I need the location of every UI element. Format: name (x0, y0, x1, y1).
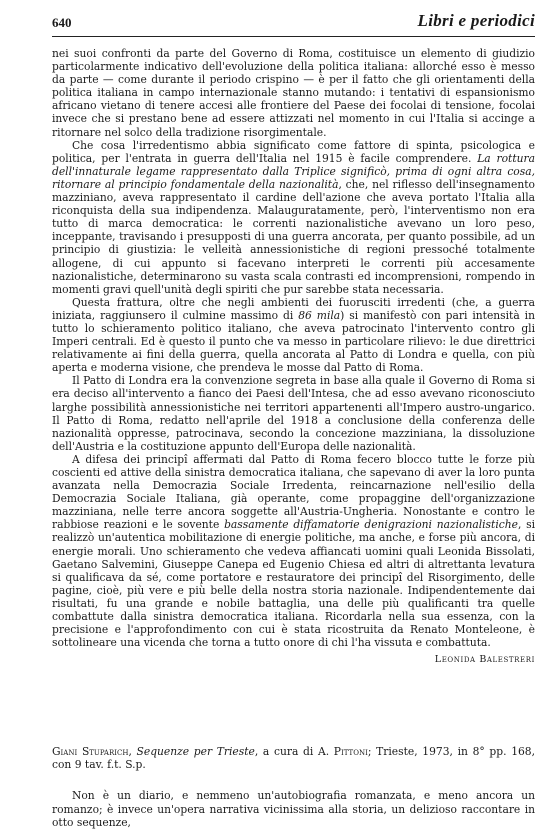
review-paragraph (52, 296, 535, 375)
page-header (52, 8, 535, 36)
review-body (52, 47, 535, 666)
citation-title: Sequenze per Trieste (136, 745, 255, 758)
paragraph-text-segment: 86 mila (298, 308, 341, 322)
paragraph-text-segment: La rottura dell'innaturale legame rappresentato dalla Triplice significò, prima di ogni altra cosa, ritornare al principio fondamentale della nazionalità (52, 151, 535, 191)
review-paragraphs (52, 47, 535, 649)
review-paragraph (52, 139, 535, 296)
header-rule (52, 36, 535, 37)
paragraph-text-segment: , che, nel riflesso dell'insegnamento mazziniano, aveva rappresentato il cardine dell'azione che aveva portato l'Italia alla riconquista della sua indipendenza. Malauguratamente, però, l'interventismo non era tutto di marca democratica: le correnti nazionalistiche avevano un loro peso, inceppante, travisando i presupposti di una guerra ancorata, per quanto possibile, ad un principio di giustizia: le velleità annessionistiche di regioni pressoché totalmente allogene, di cui appunto si facevano interpreti le correnti più accesamente nazionalistiche, determinarono su vasta scala contrasti ed incomprensioni, rompendo in momenti gravi quell'unità degli spiriti che pur sarebbe stata necessaria. (52, 177, 535, 296)
next-review-citation (52, 745, 535, 771)
paragraph-text-segment: , si realizzò un'autentica mobilitazione di energie politiche, ma anche, e forse più ancora, di energie morali. Uno schieramento che vedeva affiancati uomini quali Leonida Bissolati, Gaetano Salvemini, Giuseppe Canepa ed Eugenio Chiesa ed altri di altrettanta levatura si qualificava da sé, come portatore e restauratore dei principî del Risorgimento, delle pagine, cioè, più vere e più belle della nostra storia nazionale. Indipendentemente dai risultati, fu una grande e nobile battaglia, una delle più qualificanti tra quelle combattute dalla sinistra democratica italiana. Ricordarla nella sua essenza, con la precisione e l'approfondimento con cui è stata ricostruita da Renato Monteleone, è sottolineare una vicenda che torna a tutto onore di chi l'ha vissuta e combattuta. (52, 518, 535, 650)
review-paragraph (52, 453, 535, 649)
paragraph-text-segment: Che cosa l'irredentismo abbia significato come fattore di spinta, psicologica e politica, per l'entrata in guerra dell'Italia nel 1915 è facile comprendere. (52, 138, 535, 165)
paragraph-text-segment: Questa frattura, oltre che negli ambienti dei fuorusciti irredenti (che, a guerra iniziata, raggiunsero il culmine massimo di (52, 295, 535, 322)
section-title: Libri e periodici (417, 11, 535, 30)
citation-details-pre: , a cura di A. (254, 745, 334, 758)
paragraph-text-segment: ) si manifestò con pari intensità in tutto lo schieramento politico italiano, che aveva patrocinato l'intervento contro gli Imperi centrali. Ed è questo il punto che va messo in particolare rilievo: le due direttrici relativamente ai fini della guerra, quella ancorata al Patto di Londra e quella, con più aperta e moderna visione, che prendeva le mosse dal Patto di Roma. (52, 308, 535, 375)
paragraph-text-segment: bassamente diffamatorie denigrazioni nazionalistiche (224, 518, 518, 532)
citation-details-post: ; Trieste, 1973, in 8° pp. 168, con 9 tav. f.t. S.p. (52, 745, 535, 771)
citation-editor: Pittoni (333, 745, 368, 758)
review-paragraph (52, 374, 535, 453)
citation-author: Giani Stuparich (52, 745, 129, 758)
next-review-opening: Non è un diario, e nemmeno un'autobiografia romanzata, e meno ancora un romanzo; è invece un'opera narrativa vicinissima alla storia, un delizioso raccontare in otto sequenze, (52, 789, 535, 829)
next-review-body (52, 789, 535, 830)
review-signature: Leonida Balestreri (434, 654, 535, 666)
paragraph-text-segment: nei suoi confronti da parte del Governo di Roma, costituisce un elemento di giudizio particolarmente indicativo dell'evoluzione della politica italiana: allorché esso è messo da parte — come durante il periodo crispino — è per il fatto che gli orientamenti della politica italiana in campo internazionale stanno mutando: i tentativi di espansionismo africano vietano di tenere accesi alle frontiere del Paese dei focolai di tensione, focolai invece che si prestano bene ad essere attizzati nel momento in cui l'Italia si accinge a ritornare nel solco della tradizione risorgimentale. (52, 47, 535, 139)
paragraph-text-segment: Il Patto di Londra era la convenzione segreta in base alla quale il Governo di Roma si era deciso all'intervento a fianco dei Paesi dell'Intesa, che ad esso avevano riconosciuto larghe possibilità annessionistiche nei territori appartenenti all'Impero austro-ungarico. Il Patto di Roma, redatto nell'aprile del 1918 a conclusione della conferenza delle nazionalità oppresse, patrocinava, secondo la concezione mazziniana, la dissoluzione dell'Austria e la costituzione appunto dell'Europa delle nazionalità. (52, 374, 535, 453)
review-paragraph (52, 47, 535, 139)
citation-title-separator: , (128, 745, 137, 758)
page-number: 640 (52, 15, 72, 30)
paragraph-text-segment: A difesa dei principî affermati dal Patto di Roma fecero blocco tutte le forze più coscienti ed attive della sinistra democratica italiana, che sapevano di aver la loro punta avanzata nella Democrazia Sociale Irredenta, reincarnazione nell'esilio della Democrazia Sociale Italiana, già operante, come propaggine dell'organizzazione mazziniana, nelle terre ancora soggette all'Austria-Ungheria. Nonostante e contro le rabbiose reazioni e le sovente (52, 452, 535, 532)
